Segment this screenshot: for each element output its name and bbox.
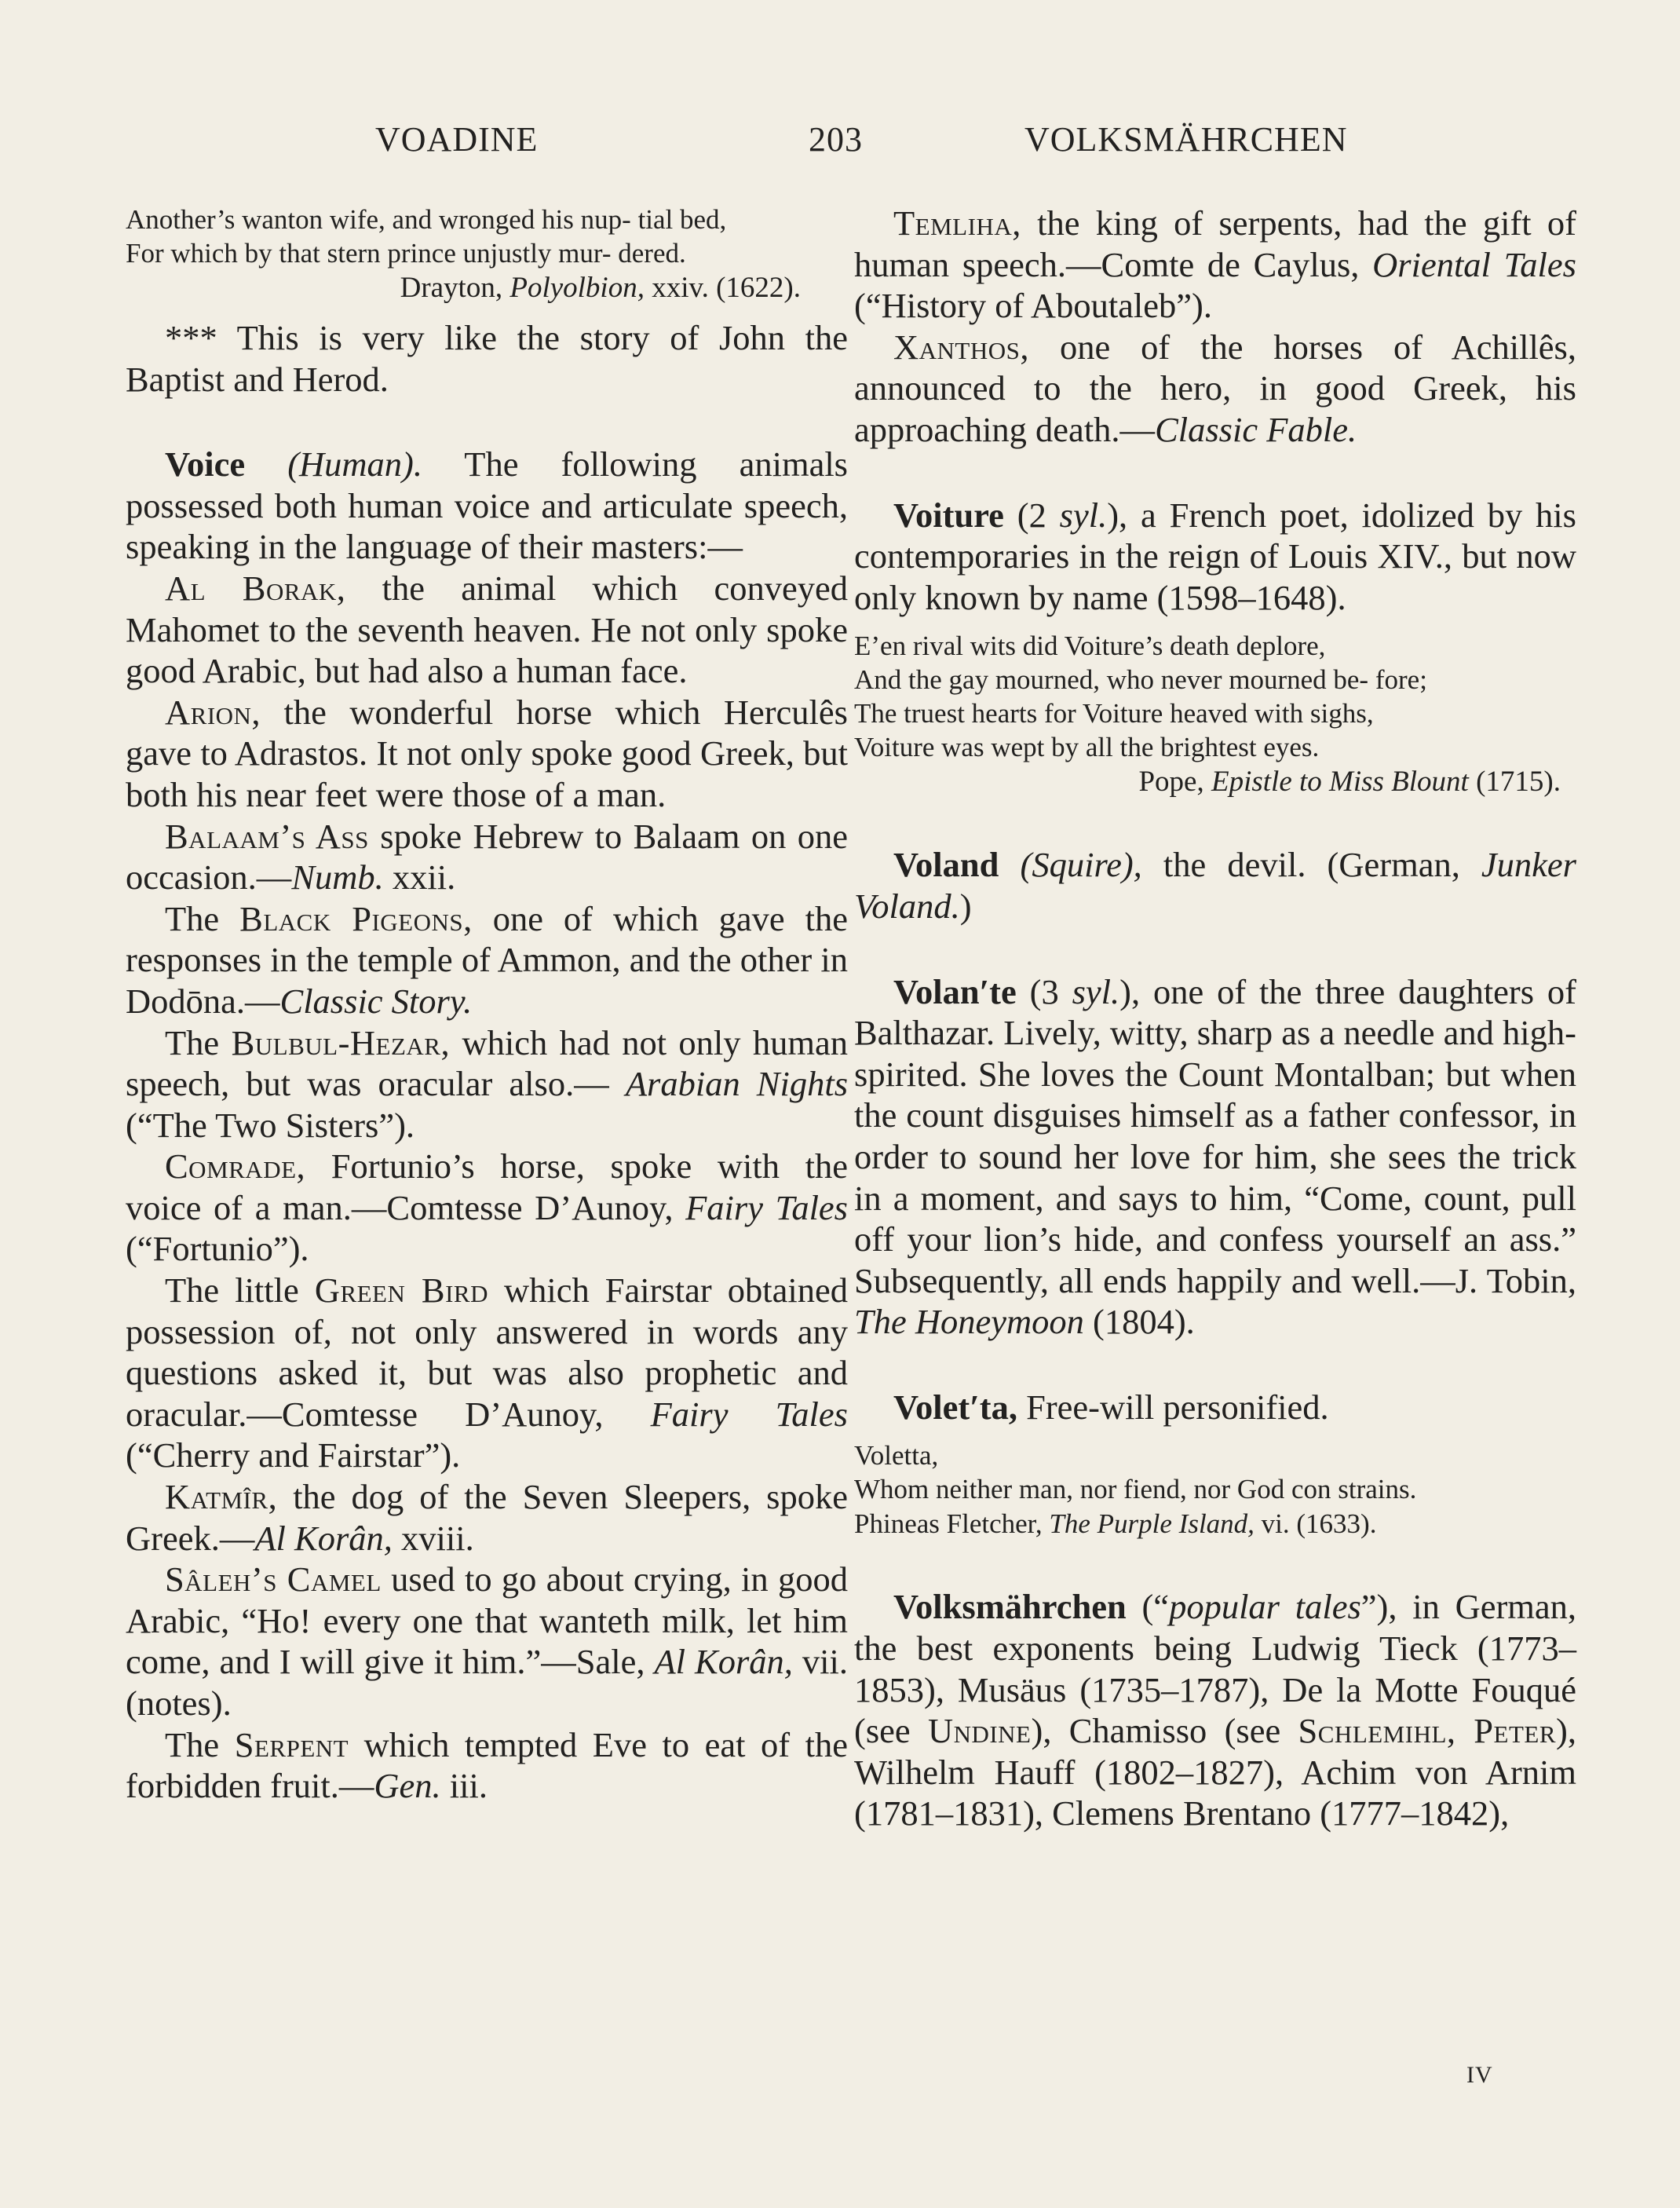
attribution-drayton: Drayton, Polyolbion, xxiv. (1622). xyxy=(400,272,801,304)
item-xanthos: Xanthos, one of the horses of Achillês, announced to the hero, in good Greek, his approaching death.—Classic Fable. xyxy=(854,327,1576,449)
left-column xyxy=(126,203,848,1807)
headword-voice: Voice xyxy=(165,444,246,484)
entry-voland: Voland (Squire), the devil. (German, Junker Voland.) xyxy=(854,845,1576,926)
headword-volksmahrchen: Volksmährchen xyxy=(893,1587,1127,1627)
item-al-borak: Al Borak, the animal which conveyed Mahomet to the seventh heaven. He not only spoke good Arabic, but had also a human face. xyxy=(126,568,849,691)
verse-quote-pope xyxy=(854,629,1576,764)
signature-mark: IV xyxy=(1466,2062,1493,2088)
attribution-fletcher: Phineas Fletcher, The Purple Island, vi. (1633). xyxy=(854,1508,1377,1540)
item-comrade: Comrade, Fortunio’s horse, spoke with the voice of a man.—Comtesse D’Aunoy, Fairy Tales (“Fortunio”). xyxy=(126,1146,848,1269)
verse-line: The truest hearts for Voiture heaved with sighs, xyxy=(854,698,1374,729)
entry-voletta: Volet′ta, Free-will personified. xyxy=(893,1387,1329,1427)
item-balaam: Balaam’s Ass spoke Hebrew to Balaam on one occasion.—Numb. xxii. xyxy=(126,816,848,897)
verse-line: Voletta, xyxy=(854,1440,939,1471)
item-salehs-camel: Sâleh’s Camel used to go about crying, in good Arabic, “Ho! every one that wanteth milk, let him come, and I will give it him.”—Sale, Al Korân, vii. (notes). xyxy=(126,1559,848,1723)
right-column xyxy=(854,203,1576,1834)
verse-line: For which by that stern prince unjustly mur- dered. xyxy=(126,238,686,269)
verse-line: Another’s wanton wife, and wronged his nup- tial bed, xyxy=(126,204,727,235)
entry-voice: Voice (Human). The following animals possessed both human voice and articulate speech, speaking in the language of their masters:— xyxy=(126,444,848,567)
entry-voiture: Voiture (2 syl.), a French poet, idolized by his contemporaries in the reign of Louis XIV., but now only known by name (1598–1648). xyxy=(854,495,1576,617)
verse-quote-fletcher xyxy=(854,1438,1576,1506)
running-header xyxy=(0,119,1680,174)
attribution-pope: Pope, Epistle to Miss Blount (1715). xyxy=(1138,766,1561,799)
item-black-pigeons: The Black Pigeons, one of which gave the responses in the temple of Ammon, and the other in Dodōna.—Classic Story. xyxy=(126,898,848,1021)
note-paragraph: *** This is very like the story of John the Baptist and Herod. xyxy=(126,318,848,399)
item-bulbul-hezar: The Bulbul-Hezar, which had not only human speech, but was oracular also.— Arabian Nights (“The Two Sisters”). xyxy=(126,1022,849,1145)
page-number: 203 xyxy=(809,120,863,159)
headword-volante: Volan′te xyxy=(893,971,1017,1011)
item-green-bird: The little Green Bird which Fairstar obtained possession of, not only answered in words any questions asked it, but was also prophetic and oracular.—Comtesse D’Aunoy, Fairy Tales (“Cherry and Fairstar”). xyxy=(126,1270,848,1475)
headword-voland: Voland xyxy=(893,845,999,885)
entry-volksmahrchen: Volksmährchen (“popular tales”), in German, the best exponents being Ludwig Tieck (1773–1853), Musäus (1735–1787), De la Motte Fouqué (see Undine), Chamisso (see Schlemihl, Peter), Wilhelm Hauff (1802–1827), Achim von Arnim (1781–1831), Clemens Brentano (1777–1842), xyxy=(854,1587,1577,1833)
header-left-word: VOADINE xyxy=(375,120,539,159)
item-temliha: Temliha, the king of serpents, had the gift of human speech.—Comte de Caylus, Oriental Tales (“History of Aboutaleb”). xyxy=(854,203,1576,326)
header-right-word: VOLKSMÄHRCHEN xyxy=(1024,120,1348,159)
verse-line: Whom neither man, nor fiend, nor God con strains. xyxy=(854,1474,1417,1505)
headword-voiture: Voiture xyxy=(893,495,1004,535)
item-arion: Arion, the wonderful horse which Herculês gave to Adrastos. It not only spoke good Greek, but both his near feet were those of a man. xyxy=(126,692,848,814)
item-serpent: The Serpent which tempted Eve to eat of the forbidden fruit.—Gen. iii. xyxy=(126,1724,848,1806)
entry-volante: Volan′te (3 syl.), one of the three daughters of Balthazar. Lively, witty, sharp as a needle and high-spirited. She loves the Count Montalban; but when the count disguises himself as a father confessor, in order to sound her love for him, she sees the trick in a moment, and says to him, “Come, count, pull off your lion’s hide, and confess yourself an ass.” Subsequently, all ends happily and well.—J. Tobin, The Honeymoon (1804). xyxy=(854,971,1577,1342)
verse-line: E’en rival wits did Voiture’s death deplore, xyxy=(854,631,1326,662)
verse-line: And the gay mourned, who never mourned be- fore; xyxy=(854,664,1427,696)
verse-line: Voiture was wept by all the brightest eyes. xyxy=(854,732,1320,763)
item-katmir: Katmîr, the dog of the Seven Sleepers, spoke Greek.—Al Korân, xviii. xyxy=(126,1477,848,1558)
verse-quote-drayton xyxy=(126,203,848,270)
headword-voletta: Volet′ta, xyxy=(893,1387,1017,1427)
